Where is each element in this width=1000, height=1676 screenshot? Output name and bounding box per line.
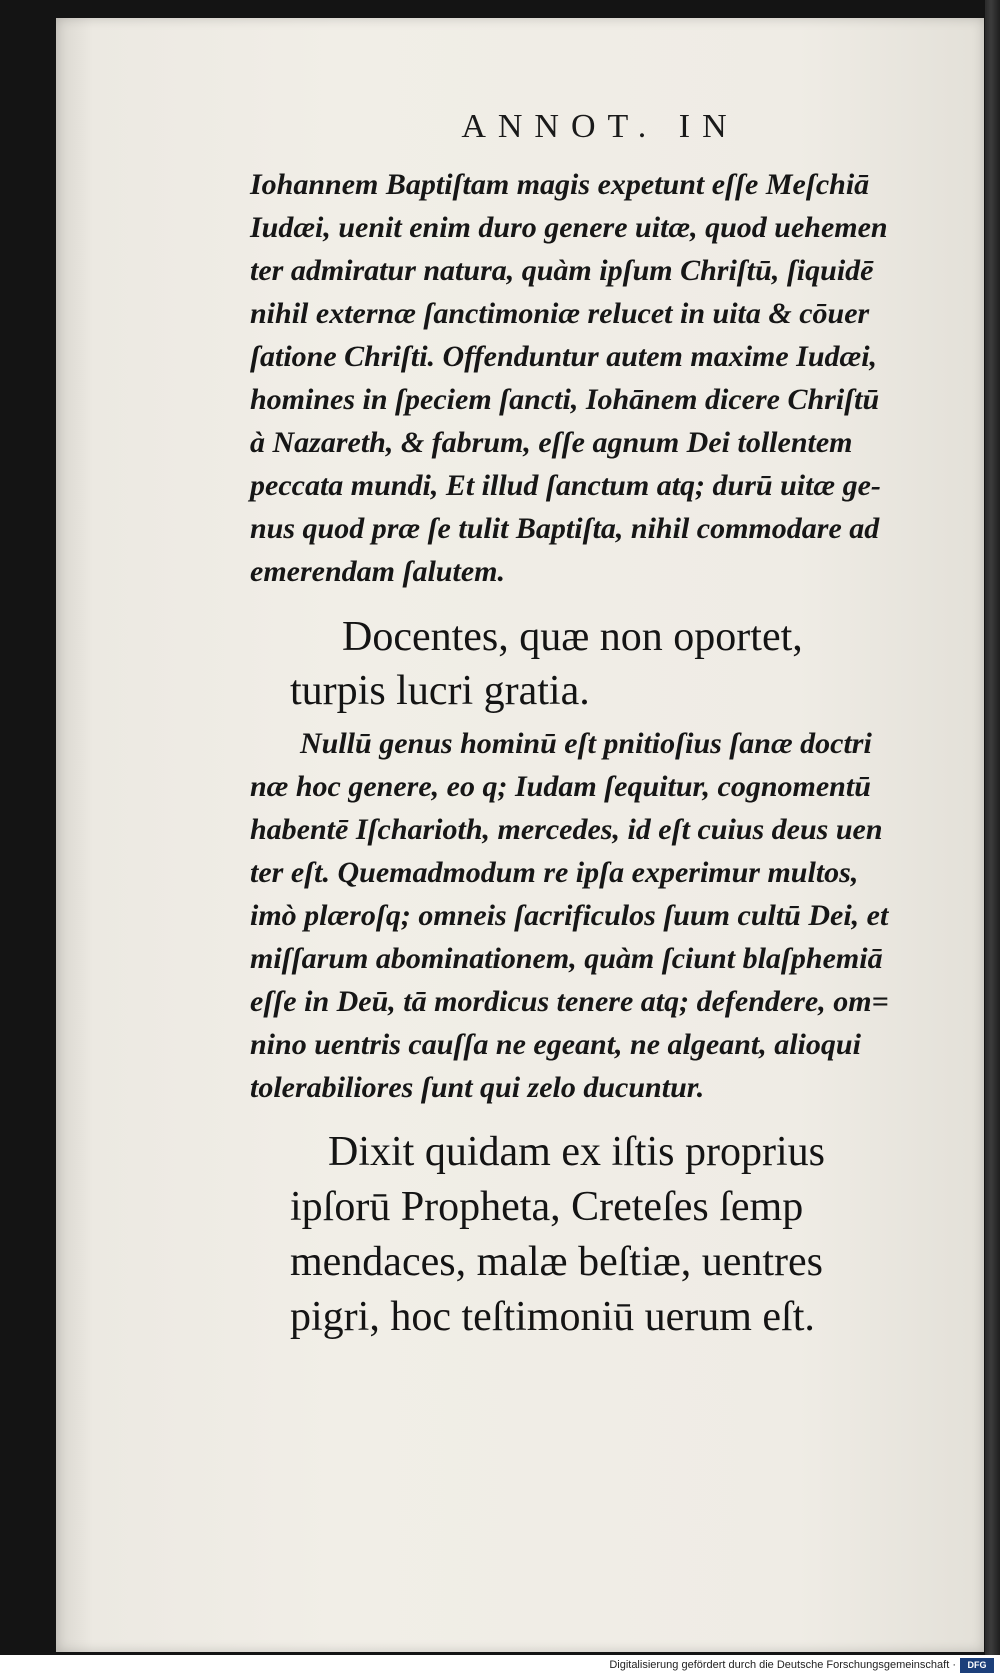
text-line: emerendam ſalutem. [250,555,505,588]
commentary-paragraph-1 [250,163,950,593]
text-line: næ hoc genere, eo q; Iudam ſequitur, cognomentū [250,770,871,803]
text-line: ter eſt. Quemadmodum re ipſa experimur multos, [250,856,859,889]
text-line: imò plæroſq; omneis ſacrificulos ſuum cultū Dei, et [250,899,889,932]
text-line: nihil externæ ſanctimoniæ relucet in uita & cōuer [250,297,870,330]
lemma-line: Docentes, quæ non oportet, [342,614,803,660]
text-line: Nullū genus hominū eſt pnitioſius ſanæ doctri [300,727,872,760]
text-line: tolerabiliores ſunt qui zelo ducuntur. [250,1071,705,1104]
text-line: ſatione Chriſti. Offenduntur autem maxime Iudæi, [250,340,878,373]
text-line: nino uentris cauſſa ne egeant, ne algeant, alioqui [250,1028,861,1061]
dfg-logo: DFG [960,1658,994,1673]
text-line: homines in ſpeciem ſancti, Iohānem dicere Chriſtū [250,383,880,416]
lemma-line: ipſorū Propheta, Creteſes ſemp [290,1184,804,1230]
lemma-line: turpis lucri gratia. [290,668,590,714]
lemma-line: pigri, hoc teſtimoniū uerum eſt. [290,1294,815,1340]
running-head: ANNOT. IN [461,108,739,145]
text-line: à Nazareth, & fabrum, eſſe agnum Dei tollentem [250,426,853,459]
book-binding-edge [985,0,1000,1655]
text-line: eſſe in Deū, tā mordicus tenere atq; defendere, om= [250,985,889,1018]
lemma-line: mendaces, malæ beſtiæ, uentres [290,1239,824,1285]
digitization-credit: Digitalisierung gefördert durch die Deutsche Forschungsgemeinschaft · [0,1655,1000,1676]
text-line: Iohannem Baptiſtam magis expetunt eſſe Meſchiā [250,168,870,201]
scripture-lemma-1 [290,610,970,718]
scripture-lemma-2 [290,1125,970,1345]
text-line: nus quod præ ſe tulit Baptiſta, nihil commodare ad [250,512,880,545]
commentary-paragraph-2 [250,722,950,1109]
lemma-line: Dixit quidam ex iſtis proprius [328,1129,825,1175]
text-line: habentē Iſcharioth, mercedes, id eſt cuius deus uen [250,813,883,846]
text-line: Iudæi, uenit enim duro genere uitæ, quod uehemen [250,211,888,244]
text-line: miſſarum abominationem, quàm ſciunt blaſphemiā [250,942,883,975]
text-line: ter admiratur natura, quàm ipſum Chriſtū, ſiquidē [250,254,874,287]
text-line: peccata mundi, Et illud ſanctum atq; durū uitæ ge- [250,469,881,502]
